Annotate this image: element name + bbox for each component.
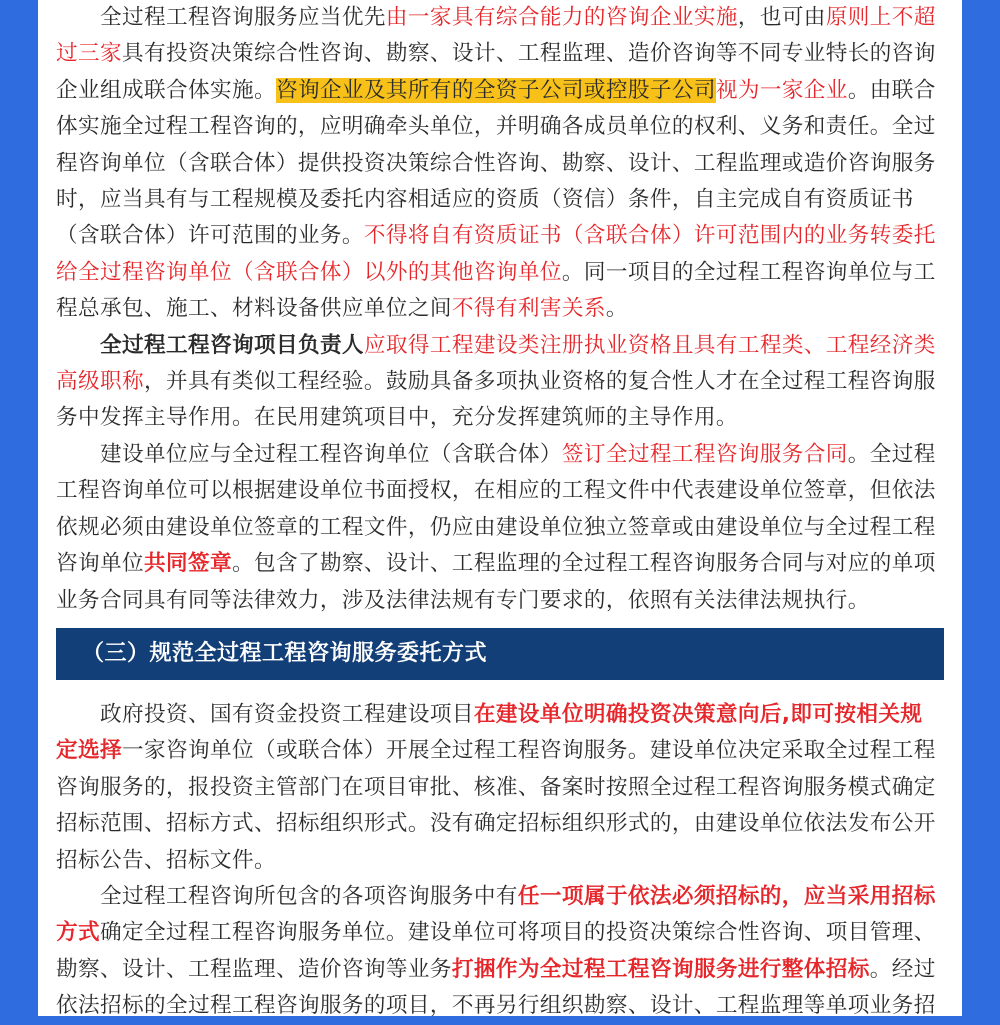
text-line xyxy=(56,218,946,254)
text-line xyxy=(56,437,946,473)
body-text: 务中发挥主导作用。在民用建筑项目中，充分发挥建筑师的主导作用。 xyxy=(56,405,738,431)
body-text: 企业组成联合体实施。 xyxy=(56,77,276,103)
emphasis-text: 给全过程咨询单位（含联合体）以外的其他咨询单位 xyxy=(56,259,562,285)
emphasis-text: 不得将自有资质证书（含联合体）许可范围内的业务转委托 xyxy=(363,223,936,249)
text-line xyxy=(56,36,946,72)
emphasis-text: 视为一家企业 xyxy=(715,77,848,103)
text-line xyxy=(56,952,946,988)
body-text: 时，应当具有与工程规模及委托内容相适应的资质（资信）条件，自主完成自有资质证书 xyxy=(56,187,914,213)
body-text: 依规必须由建设单位签章的工程文件，仍应由建设单位独立签章或由建设单位与全过程工程 xyxy=(56,514,936,540)
body-text: 程总承包、施工、材料设备供应单位之间 xyxy=(56,296,452,322)
text-line xyxy=(56,328,946,364)
emphasis-text: 由一家具有综合能力的咨询企业实施 xyxy=(385,5,738,30)
emphasis-text: 在建设单位明确投资决策意向后,即可按相关规 xyxy=(473,702,923,727)
text-line xyxy=(56,988,946,1024)
emphasis-text: 签订全过程工程咨询服务合同 xyxy=(561,441,848,467)
text-line xyxy=(56,733,946,769)
body-text: 。全过程 xyxy=(847,441,936,467)
text-line xyxy=(56,182,946,218)
highlighted-text: 咨询企业及其所有的全资子公司或控股子公司 xyxy=(275,77,716,103)
emphasis-text: 定选择 xyxy=(56,738,122,764)
text-line xyxy=(56,697,946,733)
body-text: （含联合体）许可范围的业务。 xyxy=(56,223,364,249)
body-text: 体实施全过程工程咨询的，应明确牵头单位，并明确各成员单位的权利、义务和责任。全过 xyxy=(56,114,936,140)
emphasis-text: 高级职称 xyxy=(56,369,144,395)
body-text: 。 xyxy=(605,296,628,322)
body-text: 招标范围、招标方式、招标组织形式。没有确定招标组织形式的，由建设单位依法发布公开 xyxy=(56,811,936,837)
section-heading-bar xyxy=(56,628,944,680)
body-text xyxy=(56,333,100,358)
text-line xyxy=(56,843,946,879)
emphasis-text: 过三家 xyxy=(56,41,122,67)
body-text: 。由联合 xyxy=(847,77,936,103)
body-text: 程咨询单位（含联合体）提供投资决策综合性咨询、勘察、设计、工程监理或造价咨询服务 xyxy=(56,150,936,176)
text-line xyxy=(56,510,946,546)
body-text: 。经过 xyxy=(869,956,936,982)
emphasis-text: 不得有利害关系 xyxy=(451,296,606,322)
section-heading: （三）规范全过程工程咨询服务委托方式 xyxy=(82,641,488,666)
text-line xyxy=(56,915,946,951)
emphasis-text: 共同签章 xyxy=(143,551,232,577)
body-text: 工程咨询单位可以根据建设单位书面授权，在相应的工程文件中代表建设单位签章，但依法 xyxy=(56,478,936,504)
body-text: 招标公告、招标文件。 xyxy=(56,847,276,873)
text-line xyxy=(56,770,946,806)
body-text: 业务合同具有同等法律效力，涉及法律法规有专门要求的，依照有关法律法规执行。 xyxy=(56,587,870,613)
text-line xyxy=(56,583,946,619)
text-line xyxy=(56,291,946,327)
body-text: 全过程工程咨询所包含的各项咨询服务中有 xyxy=(56,884,518,910)
body-text: 。同一项目的全过程工程咨询单位与工 xyxy=(561,259,936,285)
text-line xyxy=(56,879,946,915)
body-text: 依法招标的全过程工程咨询服务的项目，不再另行组织勘察、设计、工程监理等单项业务招 xyxy=(56,993,936,1019)
body-text: 具有投资决策综合性咨询、勘察、设计、工程监理、造价咨询等不同专业特长的咨询 xyxy=(121,41,936,67)
text-line xyxy=(56,0,946,36)
emphasis-text: 全过程工程咨询项目负责人 xyxy=(100,332,364,358)
body-text: 一家咨询单位（或联合体）开展全过程工程咨询服务。建设单位决定采取全过程工程 xyxy=(121,738,936,764)
text-line xyxy=(56,473,946,509)
body-text: 建设单位应与全过程工程咨询单位（含联合体） xyxy=(56,441,562,467)
emphasis-text: 原则上不超 xyxy=(825,5,936,30)
text-line xyxy=(56,806,946,842)
paragraph-block-1 xyxy=(56,0,946,619)
text-line xyxy=(56,400,946,436)
body-text: 咨询单位 xyxy=(56,551,144,577)
emphasis-text: 打捆作为全过程工程咨询服务进行整体招标 xyxy=(451,956,870,982)
emphasis-text: 应取得工程建设类注册执业资格且具有工程类、工程经济类 xyxy=(363,332,936,358)
text-line xyxy=(56,255,946,291)
body-text: ，并具有类似工程经验。鼓励具备多项执业资格的复合性人才在全过程工程咨询服 xyxy=(143,369,936,395)
text-line xyxy=(56,73,946,109)
paragraph-block-2 xyxy=(56,697,946,1025)
text-line xyxy=(56,546,946,582)
body-text: ，也可由 xyxy=(737,5,826,30)
document-page xyxy=(38,0,962,1019)
body-text: 确定全过程工程咨询服务单位。建设单位可将项目的投资决策综合性咨询、项目管理、 xyxy=(100,920,936,946)
text-line xyxy=(56,146,946,182)
body-text: 。包含了勘察、设计、工程监理的全过程工程咨询服务合同与对应的单项 xyxy=(231,551,936,577)
body-text: 咨询服务的，报投资主管部门在项目审批、核准、备案时按照全过程工程咨询服务模式确定 xyxy=(56,774,936,800)
body-text: 勘察、设计、工程监理、造价咨询等业务 xyxy=(56,956,452,982)
body-text: 政府投资、国有资金投资工程建设项目 xyxy=(56,702,474,727)
emphasis-text: 任一项属于依法必须招标的，应当采用招标 xyxy=(517,884,936,910)
text-line xyxy=(56,109,946,145)
text-line xyxy=(56,364,946,400)
emphasis-text: 方式 xyxy=(56,920,100,946)
body-text: 全过程工程咨询服务应当优先 xyxy=(56,5,386,30)
